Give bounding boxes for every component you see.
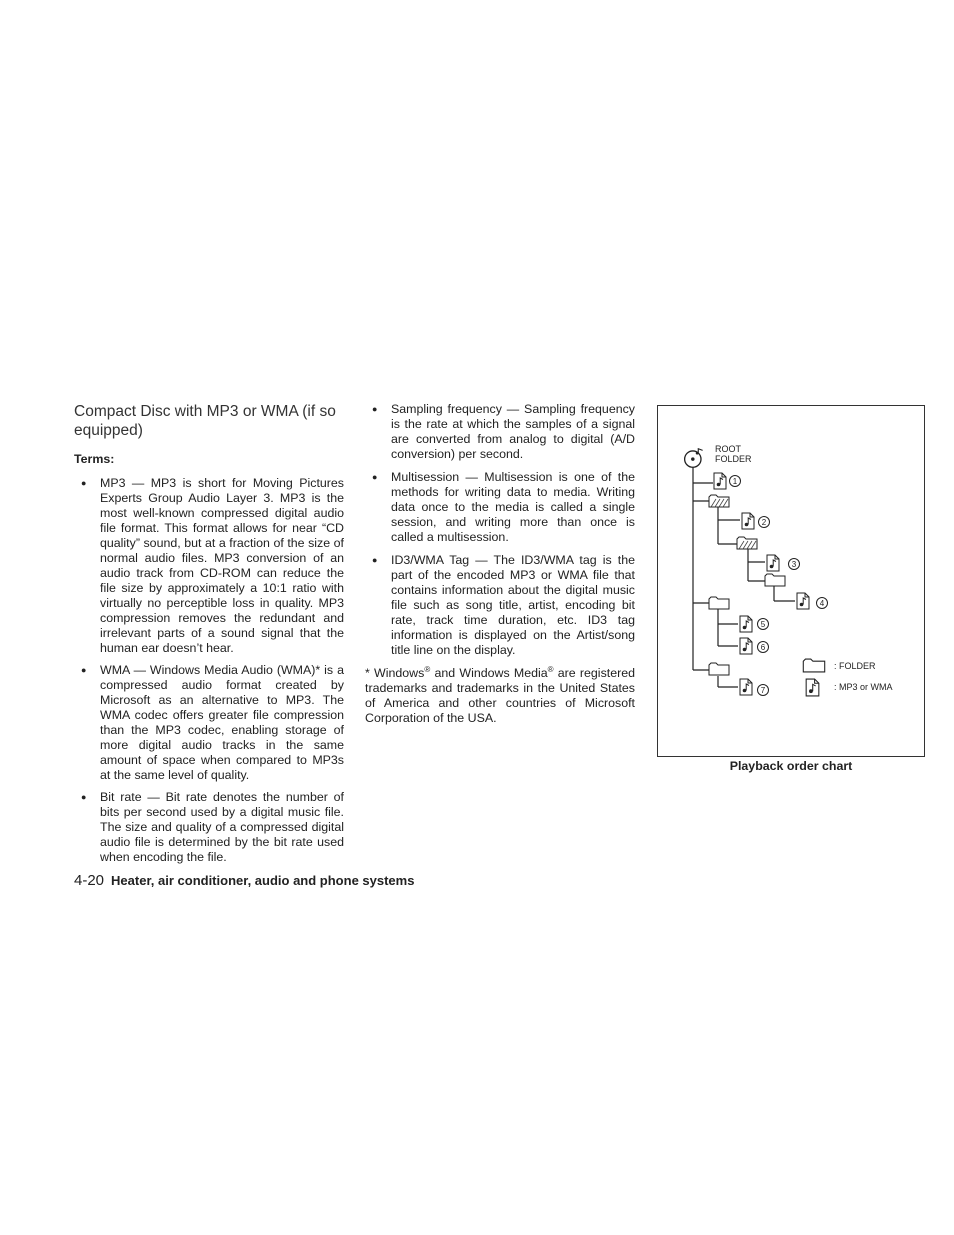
mp3-file-icon (767, 555, 779, 571)
mp3-file-icon (797, 593, 809, 609)
mp3-file-icon (740, 679, 752, 695)
page-footer (74, 872, 414, 889)
track-number: 1 (732, 477, 738, 486)
playback-order-diagram (658, 406, 924, 756)
legend-file-icon (806, 679, 819, 696)
playback-order-figure (657, 405, 925, 757)
mp3-file-icon (740, 638, 752, 654)
folder-icon (765, 574, 785, 586)
terms-list (74, 476, 344, 865)
trademark-footnote (365, 666, 635, 726)
mp3-file-icon (742, 513, 754, 529)
folder-icon (709, 495, 729, 507)
registered-mark: ® (547, 664, 554, 674)
left-column (74, 402, 344, 872)
term-multisession: ● Multisession — Multisession is one of the methods for writing data to media. Writing data once to the media is called a single session, and writing more than once is called a multisession. (365, 470, 635, 545)
term-sampling-frequency: ● Sampling frequency — Sampling frequency is the rate at which the samples of a signal are converted from analog to digital (A/D conversion) per second. (365, 402, 635, 462)
terms-label: Terms: (74, 452, 115, 466)
footnote-text-1: * Windows (365, 666, 425, 680)
term-id3-wma-tag: ● ID3/WMA Tag — The ID3/WMA tag is the part of the encoded MP3 or WMA file that contains information about the digital music file such as song title, artist, encoding bit rate, track time duration, etc. ID3 tag information is displayed on the Artist/song title line on the display. (365, 553, 635, 658)
page-number: 4-20 (74, 872, 105, 889)
legend-folder-label: : FOLDER (834, 661, 876, 671)
registered-mark: ® (424, 664, 431, 674)
middle-column (365, 402, 635, 726)
root-label-line2: FOLDER (715, 454, 752, 464)
track-number: 5 (760, 620, 766, 629)
section-title: Compact Disc with MP3 or WMA (if so equipped) (74, 403, 336, 439)
track-number: 7 (760, 686, 766, 695)
track-number: 6 (760, 643, 766, 652)
folder-icon (737, 537, 757, 549)
folder-icon (709, 663, 729, 675)
footnote-text-3: are registered trademarks and trademarks in the United States of America and other countries of Microsoft Corporation of the USA. (365, 666, 636, 725)
term-bit-rate: ● Bit rate — Bit rate denotes the number of bits per second used by a digital music file. The size and quality of a compressed digital audio file is determined by the bit rate used when encoding the file. (74, 790, 344, 865)
track-number: 4 (819, 599, 825, 608)
root-label-line1: ROOT (715, 444, 741, 454)
track-number: 2 (761, 518, 767, 527)
folder-icon (709, 597, 729, 609)
legend-file-label: : MP3 or WMA (834, 682, 893, 692)
term-wma: ● WMA — Windows Media Audio (WMA)* is a compressed audio format created by Microsoft as an alternative to MP3. The WMA codec offers greater file compression than the MP3 codec, enabling storage of more digital audio tracks in the same amount of space when compared to MP3s at the same level of quality. (74, 663, 344, 783)
legend-folder-icon (803, 659, 824, 672)
mp3-file-icon (714, 473, 726, 489)
figure-caption: Playback order chart (729, 759, 853, 773)
root-disc-icon (685, 449, 703, 468)
chapter-title: Heater, air conditioner, audio and phone systems (111, 873, 415, 888)
terms-list-continued (365, 402, 635, 658)
mp3-file-icon (740, 616, 752, 632)
footnote-text-2: and Windows Media (430, 666, 548, 680)
track-number: 3 (791, 560, 797, 569)
term-mp3: ● MP3 — MP3 is short for Moving Pictures Experts Group Audio Layer 3. MP3 is the most well-known compressed digital audio file format. This format allows for near “CD quality” sound, but at a fraction of the size of normal audio files. MP3 conversion of an audio track from CD-ROM can reduce the file size by approximately a 10:1 ratio with virtually no perceptible loss in quality. MP3 compression removes the redundant and irrelevant parts of a sound signal that the human ear doesn’t hear. (74, 476, 344, 656)
